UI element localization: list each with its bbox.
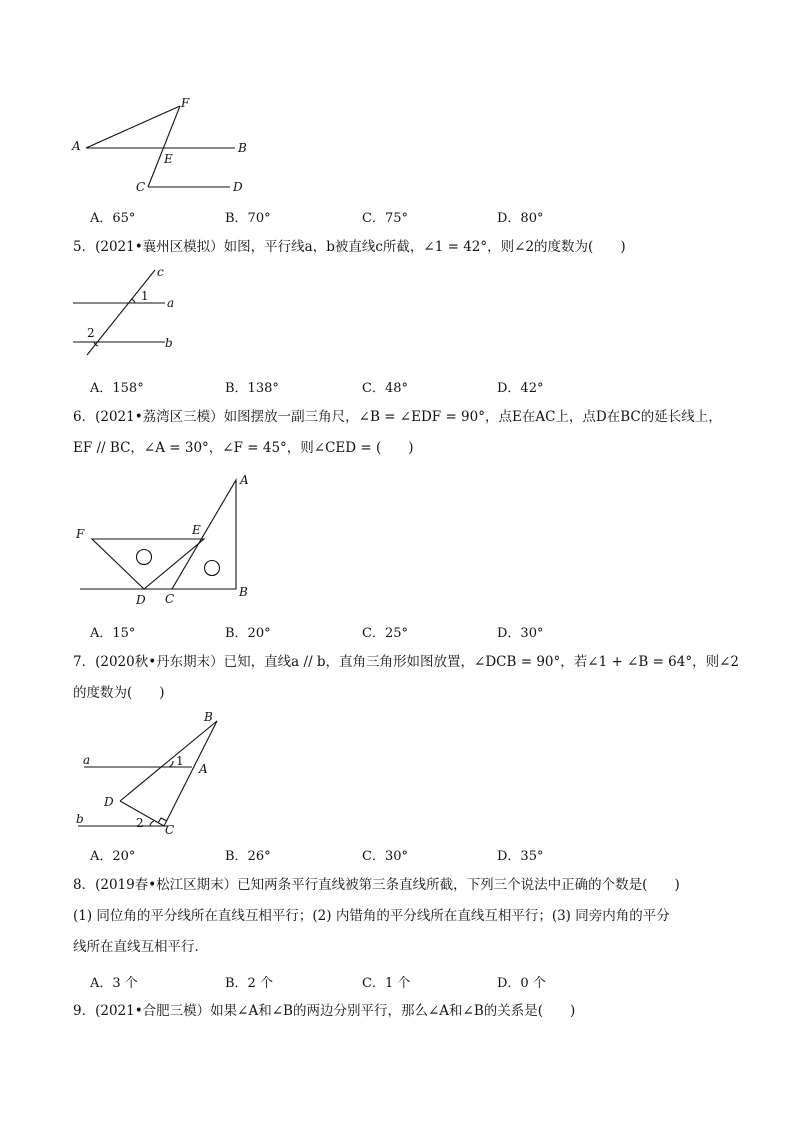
label-D: D bbox=[104, 795, 114, 809]
q4-option-b[interactable]: B．70° bbox=[225, 211, 271, 226]
q5-stem: 5．(2021•襄州区模拟）如图，平行线a，b被直线c所截，∠1 = 42°，则∠2的度数为( ) bbox=[73, 239, 626, 255]
triangle-hole-2 bbox=[205, 561, 220, 576]
q8-stem-line3: 线所在直线互相平行． bbox=[73, 939, 208, 955]
label-B: B bbox=[238, 141, 247, 155]
label-a: a bbox=[83, 753, 91, 767]
q5-option-a[interactable]: A．158° bbox=[90, 381, 144, 396]
q6-stem-line1: 6．(2021•荔湾区三模）如图摆放一副三角尺，∠B = ∠EDF = 90°，点E在AC上，点D在BC的延长线上， bbox=[73, 409, 722, 425]
label-E: E bbox=[192, 523, 201, 537]
q9-stem: 9．(2021•合肥三模）如果∠A和∠B的两边分别平行，那么∠A和∠B的关系是( ) bbox=[73, 1003, 576, 1019]
label-2: 2 bbox=[87, 326, 95, 340]
label-2: 2 bbox=[136, 816, 144, 830]
figure-q5 bbox=[65, 262, 195, 357]
q5-option-d[interactable]: D．42° bbox=[497, 381, 544, 396]
label-1: 1 bbox=[176, 754, 184, 768]
q7-option-b[interactable]: B．26° bbox=[225, 849, 271, 864]
q8-option-c[interactable]: C．1 个 bbox=[362, 976, 411, 991]
q6-option-b[interactable]: B．20° bbox=[225, 626, 271, 641]
q4-option-d[interactable]: D．80° bbox=[497, 211, 544, 226]
label-D: D bbox=[233, 180, 243, 194]
label-E: E bbox=[164, 152, 173, 166]
label-C: C bbox=[136, 180, 146, 194]
segment-BC bbox=[164, 721, 217, 826]
q4-option-c[interactable]: C．75° bbox=[362, 211, 408, 226]
label-B: B bbox=[239, 585, 248, 599]
q8-stem-line1: 8．(2019春•松江区期末）已知两条平行直线被第三条直线所截，下列三个说法中正确的个数是( ) bbox=[73, 877, 680, 893]
q5-option-b[interactable]: B．138° bbox=[225, 381, 279, 396]
label-b: b bbox=[76, 812, 84, 826]
label-C: C bbox=[165, 823, 175, 837]
q8-option-b[interactable]: B．2 个 bbox=[225, 976, 273, 991]
q7-option-c[interactable]: C．30° bbox=[362, 849, 408, 864]
angle-2-arc bbox=[150, 821, 154, 826]
figure-q6 bbox=[70, 470, 270, 610]
q6-option-a[interactable]: A．15° bbox=[90, 626, 136, 641]
q8-stem-line2: (1) 同位角的平分线所在直线互相平行；(2) 内错角的平分线所在直线互相平行；(3) 同旁内角的平分 bbox=[73, 908, 670, 924]
q7-stem-line2: 的度数为( ) bbox=[73, 685, 165, 701]
label-F: F bbox=[76, 527, 85, 541]
label-b: b bbox=[165, 336, 173, 350]
q5-option-c[interactable]: C．48° bbox=[362, 381, 408, 396]
label-c: c bbox=[157, 265, 164, 279]
triangle-hole-1 bbox=[137, 550, 152, 565]
q7-option-a[interactable]: A．20° bbox=[90, 849, 136, 864]
label-D: D bbox=[136, 593, 146, 607]
q8-option-a[interactable]: A．3 个 bbox=[90, 976, 138, 991]
triangle-ABC bbox=[172, 480, 236, 589]
figure-q4 bbox=[60, 92, 260, 202]
q7-option-d[interactable]: D．35° bbox=[497, 849, 544, 864]
q4-option-a[interactable]: A．65° bbox=[90, 211, 136, 226]
label-A: A bbox=[199, 762, 208, 776]
label-B: B bbox=[204, 710, 213, 724]
q6-option-d[interactable]: D．30° bbox=[497, 626, 544, 641]
figure-q7 bbox=[70, 705, 250, 840]
segment-BD bbox=[120, 721, 217, 801]
q6-stem-line2: EF // BC，∠A = 30°，∠F = 45°，则∠CED = ( ) bbox=[73, 440, 414, 456]
angle-1-arc bbox=[169, 761, 173, 767]
q7-stem-line1: 7．(2020秋•丹东期末）已知，直线a // b，直角三角形如图放置，∠DCB = 90°，若∠1 + ∠B = 64°，则∠2 bbox=[73, 654, 740, 670]
label-a: a bbox=[167, 296, 175, 310]
label-F: F bbox=[181, 96, 190, 110]
label-A: A bbox=[240, 473, 249, 487]
q6-option-c[interactable]: C．25° bbox=[362, 626, 408, 641]
angle-1-arc bbox=[131, 299, 135, 303]
label-C: C bbox=[165, 592, 175, 606]
label-A: A bbox=[72, 139, 81, 153]
q8-option-d[interactable]: D．0 个 bbox=[497, 976, 546, 991]
label-1: 1 bbox=[141, 289, 149, 303]
